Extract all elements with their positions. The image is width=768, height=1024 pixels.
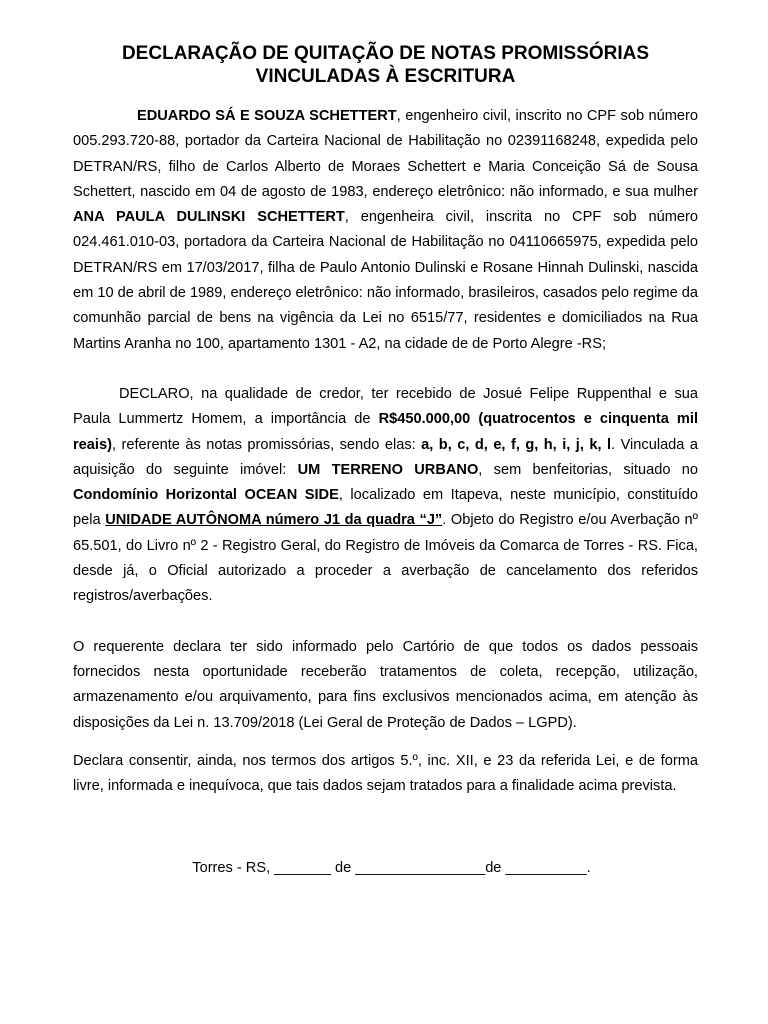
declaration-registry-text: . Objeto do Registro e/ou Averbação nº 65.501, do Livro nº 2 - Registro Geral, do Registro de Imóveis da Comarca de Torres - RS. Fica, desde já, o Oficial autorizado a proceder a averbação de cancelamento dos referidos registros/averbações. <box>73 512 698 605</box>
promissory-notes-list: a, b, c, d, e, f, g, h, i, j, k, l <box>421 436 612 453</box>
declaration-paragraph <box>73 382 698 610</box>
declaration-intro: DECLARO, na qualidade de credor, ter recebido de Josué Felipe Ruppenthal e sua Paula Lummertz Homem, a importância de <box>73 385 698 428</box>
consent-paragraph: Declara consentir, ainda, nos termos dos artigos 5.º, inc. XII, e 23 da referida Lei, e de forma livre, informada e inequívoca, que tais dados sejam tratados para a finalidade acima prevista. <box>73 752 698 795</box>
qualification-paragraph <box>73 104 698 357</box>
document-title <box>73 42 698 88</box>
title-line-1: DECLARAÇÃO DE QUITAÇÃO DE NOTAS PROMISSÓRIAS <box>121 43 650 64</box>
spouse-details: , engenheira civil, inscrita no CPF sob número 024.461.010-03, portadora da Carteira Nacional de Habilitação no 04110665975, expedida pelo DETRAN/RS em 17/03/2017, filha de Paulo Antonio Dulinski e Rosane Hinnah Dulinski, nascida em 10 de abril de 1989, endereço eletrônico: não informado, brasileiros, casados pelo regime da comunhão parcial de bens na vigência da Lei no 6515/77, residentes e domiciliados na Rua Martins Aranha no 100, apartamento 1301 - A2, na cidade de de Porto Alegre -RS; <box>73 209 698 352</box>
declaration-notes-intro: , referente às notas promissórias, sendo elas: <box>111 436 422 453</box>
lgpd-information-paragraph: O requerente declara ter sido informado pelo Cartório de que todos os dados pessoais fornecidos nesta oportunidade receberão tratamentos de coleta, recepção, utilização, armazenamento e/ou arquivamento, para fins exclusivos mencionados acima, em atenção às disposições da Lei n. 13.709/2018 (Lei Geral de Proteção de Dados – LGPD). <box>73 638 698 731</box>
declaration-location-intro: , sem benfeitorias, situado no <box>478 461 698 478</box>
declarant-details: , engenheiro civil, inscrito no CPF sob número 005.293.720-88, portador da Carteira Nacional de Habilitação no 02391168248, expedida pelo DETRAN/RS, filho de Carlos Alberto de Moraes Schettert e Maria Conceição Sá de Sousa Schettert, nascido em 04 de agosto de 1983, endereço eletrônico: não informado, e sua mulher <box>73 108 698 200</box>
date-signature-line: Torres - RS, _______ de ________________de __________. <box>192 860 591 877</box>
condominium-name: Condomínio Horizontal OCEAN SIDE <box>73 487 339 504</box>
spouse-name: ANA PAULA DULINSKI SCHETTERT <box>73 209 345 226</box>
document-page <box>73 42 698 881</box>
declarant-name: EDUARDO SÁ E SOUZA SCHETTERT <box>137 108 397 124</box>
declaration-property-intro: . Vinculada a aquisição do seguinte imóvel: <box>73 436 698 478</box>
declaration-unit-intro: , localizado em Itapeva, neste município, constituído pela <box>73 487 698 529</box>
title-line-2: VINCULADAS À ESCRITURA <box>255 66 516 87</box>
payment-amount: R$450.000,00 (quatrocentos e cinquenta mil reais) <box>73 411 698 453</box>
property-type: UM TERRENO URBANO <box>297 461 479 478</box>
unit-identification: UNIDADE AUTÔNOMA número J1 da quadra “J” <box>105 512 443 529</box>
